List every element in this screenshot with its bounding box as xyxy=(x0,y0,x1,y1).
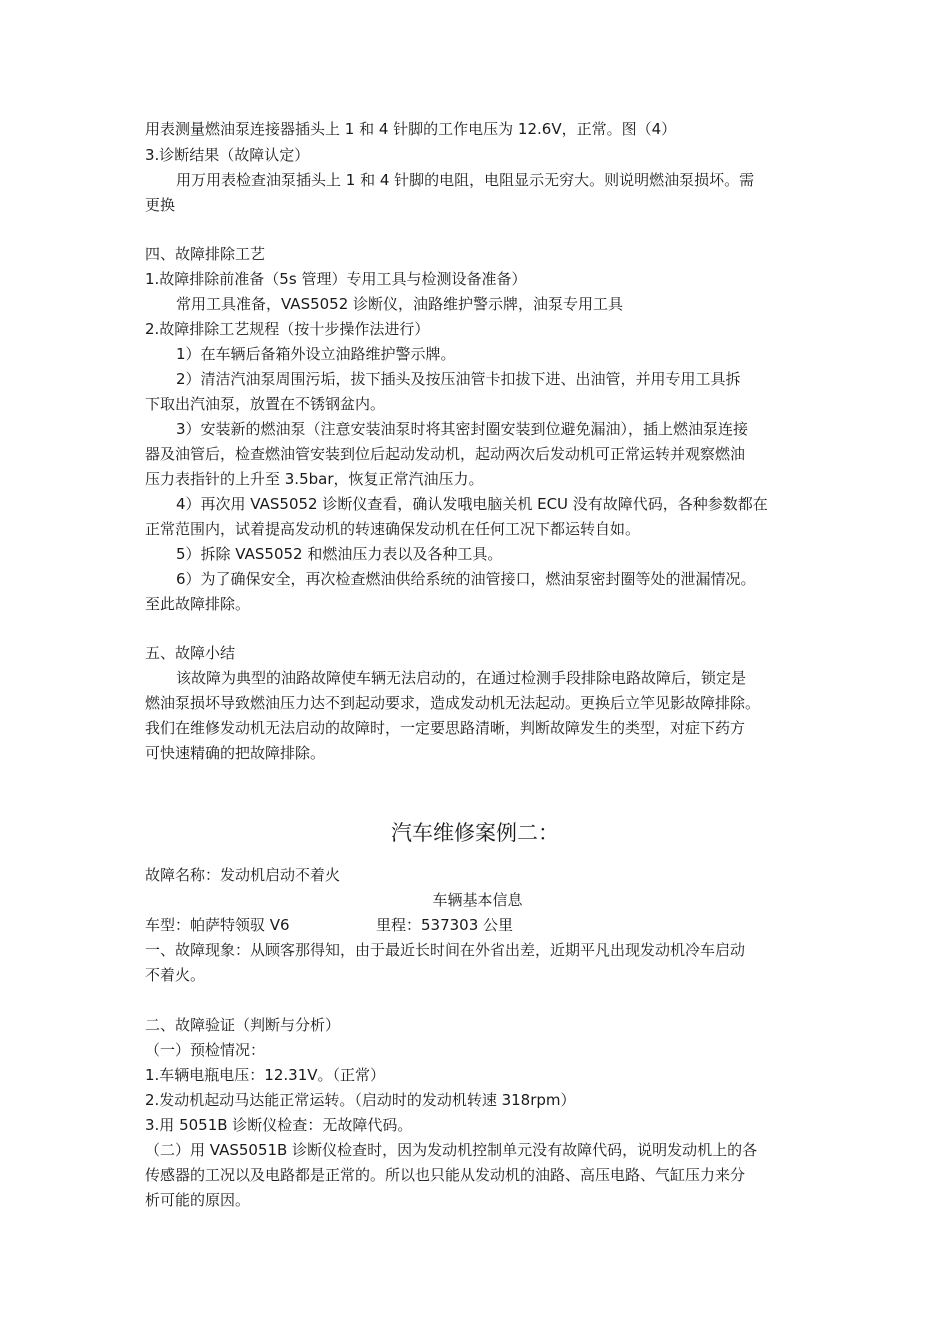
vehicle-info-heading: 车辆基本信息 xyxy=(432,891,523,909)
step-4-line: 正常范围内，试着提高发动机的转速确保发动机在任何工况下都运转自如。 xyxy=(145,520,641,538)
section4-heading: 四、故障排除工艺 xyxy=(145,245,266,263)
diagnosis-result-heading: 3.诊断结果（故障认定） xyxy=(145,146,310,164)
precheck-item: 3.用 5051B 诊断仪检查：无故障代码。 xyxy=(145,1116,413,1134)
step-4-line: 4）再次用 VAS5052 诊断仪查看，确认发哦电脑关机 ECU 没有故障代码，各种参数都在 xyxy=(176,495,768,513)
case2-title: 汽车维修案例二： xyxy=(391,821,559,845)
precheck-item: 2.发动机起动马达能正常运转。（启动时的发动机转速 318rpm） xyxy=(145,1091,576,1109)
precheck-item: 1.车辆电瓶电压：12.31V。（正常） xyxy=(145,1066,386,1084)
vehicle-model: 车型：帕萨特领驭 V6 xyxy=(145,916,290,934)
summary-line: 该故障为典型的油路故障使车辆无法启动的，在通过检测手段排除电路故障后，锁定是 xyxy=(176,669,747,687)
analysis-line: 传感器的工况以及电路都是正常的。所以也只能从发动机的油路、高压电路、气缸压力来分 xyxy=(145,1166,746,1184)
vehicle-info-row xyxy=(145,912,810,938)
section5-heading: 五、故障小结 xyxy=(145,644,236,662)
fault-name: 故障名称：发动机启动不着火 xyxy=(145,866,341,884)
step-6-line: 6）为了确保安全，再次检查燃油供给系统的油管接口，燃油泵密封圈等处的泄漏情况。 xyxy=(176,570,756,588)
step-6-line: 至此故障排除。 xyxy=(145,595,251,613)
step-3-line: 3）安装新的燃油泵（注意安装油泵时将其密封圈安装到位避免漏油），插上燃油泵连接 xyxy=(176,420,749,438)
precheck-heading: （一）预检情况： xyxy=(145,1041,266,1059)
step-1: 1）在车辆后备箱外设立油路维护警示牌。 xyxy=(176,345,456,363)
verify-heading: 二、故障验证（判断与分析） xyxy=(145,1016,341,1034)
summary-line: 我们在维修发动机无法启动的故障时，一定要思路清晰，判断故障发生的类型，对症下药方 xyxy=(145,719,746,737)
step-5: 5）拆除 VAS5052 和燃油压力表以及各种工具。 xyxy=(176,545,503,563)
prep-text: 常用工具准备，VAS5052 诊断仪，油路维护警示牌，油泵专用工具 xyxy=(176,295,624,313)
summary-line: 燃油泵损坏导致燃油压力达不到起动要求，造成发动机无法起动。更换后立竿见影故障排除。 xyxy=(145,694,761,712)
analysis-line: （二）用 VAS5051B 诊断仪检查时，因为发动机控制单元没有故障代码，说明发动机上的各 xyxy=(145,1141,758,1159)
step-2-line: 下取出汽油泵，放置在不锈钢盆内。 xyxy=(145,395,386,413)
summary-line: 可快速精确的把故障排除。 xyxy=(145,744,326,762)
diagnosis-text-line: 更换 xyxy=(145,196,176,214)
prep-heading: 1.故障排除前准备（5s 管理）专用工具与检测设备准备） xyxy=(145,270,527,288)
step-3-line: 器及油管后，检查燃油管安装到位后起动发动机，起动两次后发动机可正常运转并观察燃油 xyxy=(145,445,746,463)
phenomenon-line: 一、故障现象：从顾客那得知，由于最近长时间在外省出差，近期平凡出现发动机冷车启动 xyxy=(145,941,746,959)
voltage-measure-line: 用表测量燃油泵连接器插头上 1 和 4 针脚的工作电压为 12.6V，正常。图（4） xyxy=(145,120,677,138)
step-3-line: 压力表指针的上升至 3.5bar，恢复正常汽油压力。 xyxy=(145,470,484,488)
procedure-heading: 2.故障排除工艺规程（按十步操作法进行） xyxy=(145,320,430,338)
phenomenon-line: 不着火。 xyxy=(145,966,206,984)
vehicle-mileage: 里程：537303 公里 xyxy=(376,916,514,934)
step-2-line: 2）清洁汽油泵周围污垢，拔下插头及按压油管卡扣拔下进、出油管，并用专用工具拆 xyxy=(176,370,741,388)
diagnosis-text-line: 用万用表检查油泵插头上 1 和 4 针脚的电阻，电阻显示无穷大。则说明燃油泵损坏。需 xyxy=(176,171,755,189)
analysis-line: 析可能的原因。 xyxy=(145,1191,251,1209)
